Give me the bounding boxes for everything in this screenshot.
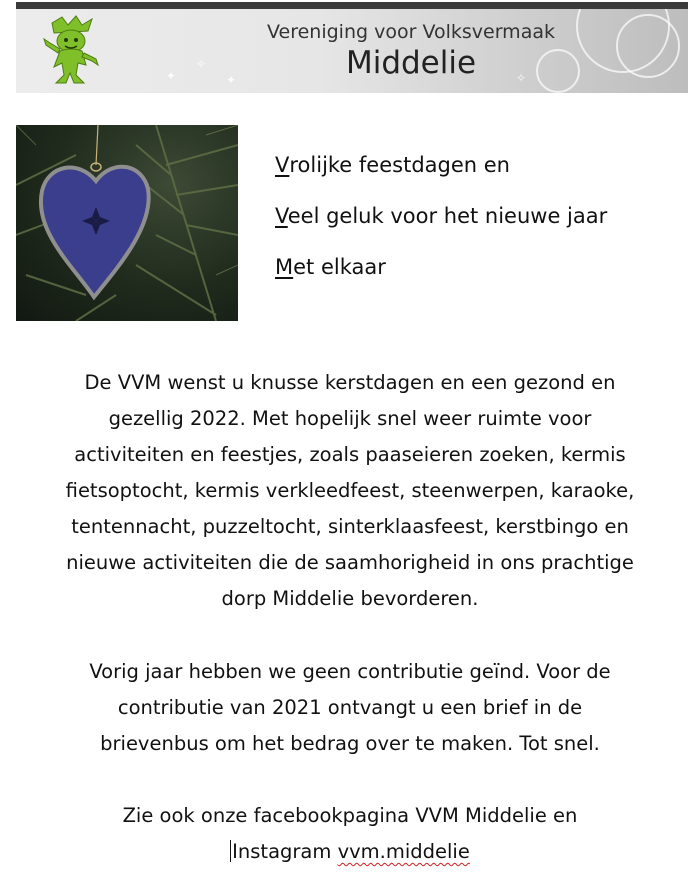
greeting-text: eel geluk voor het nieuwe jaar	[287, 204, 608, 228]
greeting-initial: V	[275, 153, 290, 177]
organization-subtitle: Vereniging voor Volksvermaak	[267, 21, 555, 43]
decor-star-icon: ✦	[166, 69, 177, 83]
instagram-label: Instagram	[232, 840, 338, 863]
paragraph-line: activiteiten en feestjes, zoals paaseieren zoeken, kermis	[74, 443, 626, 466]
paragraph-line: tentennacht, puzzeltocht, sinterklaasfeest, kerstbingo en	[71, 515, 629, 538]
header-top-rule	[16, 2, 688, 9]
greeting-initial: V	[275, 204, 288, 228]
paragraph-line: gezellig 2022. Met hopelijk snel weer ruimte voor	[108, 407, 592, 430]
decor-star-icon: ✧	[196, 57, 207, 71]
paragraph-line: fietsoptocht, kermis verkleedfeest, steenwerpen, karaoke,	[65, 479, 635, 502]
decor-star-icon: ✦	[226, 73, 237, 87]
christmas-photo	[16, 125, 238, 321]
greeting-text: et elkaar	[293, 255, 386, 279]
greeting-line-1	[275, 153, 675, 177]
blue-heart-ornament-icon	[16, 125, 238, 321]
greeting-initial: M	[275, 255, 294, 279]
greeting-line-3	[275, 255, 675, 279]
decor-swirl	[616, 14, 680, 78]
header-banner	[16, 9, 688, 93]
greeting-line-2	[275, 204, 675, 228]
paragraph-line	[40, 834, 660, 870]
social-media-paragraph	[40, 798, 660, 870]
paragraph-line: dorp Middelie bevorderen.	[221, 587, 479, 610]
greeting-text: rolijke feestdagen en	[289, 153, 510, 177]
contribution-paragraph	[40, 654, 660, 762]
instagram-handle[interactable]: vvm.middelie	[337, 840, 470, 863]
paragraph-line: nieuwe activiteiten die de saamhorigheid in ons prachtige	[66, 551, 634, 574]
decor-star-icon: ✧	[516, 71, 527, 85]
paragraph-line: Zie ook onze facebookpagina VVM Middelie en	[122, 804, 578, 827]
paragraph-line: brievenbus om het bedrag over te maken. Tot snel.	[100, 732, 600, 755]
organization-name: Middelie	[345, 45, 477, 81]
paragraph-line: De VVM wenst u knusse kerstdagen en een gezond en	[84, 371, 616, 394]
paragraph-line: contributie van 2021 ontvangt u een brief in de	[117, 696, 583, 719]
paragraph-line: Vorig jaar hebben we geen contributie geïnd. Voor de	[89, 660, 611, 683]
wishes-paragraph	[40, 365, 660, 617]
text-cursor	[230, 840, 231, 862]
jester-logo-icon	[40, 13, 102, 87]
